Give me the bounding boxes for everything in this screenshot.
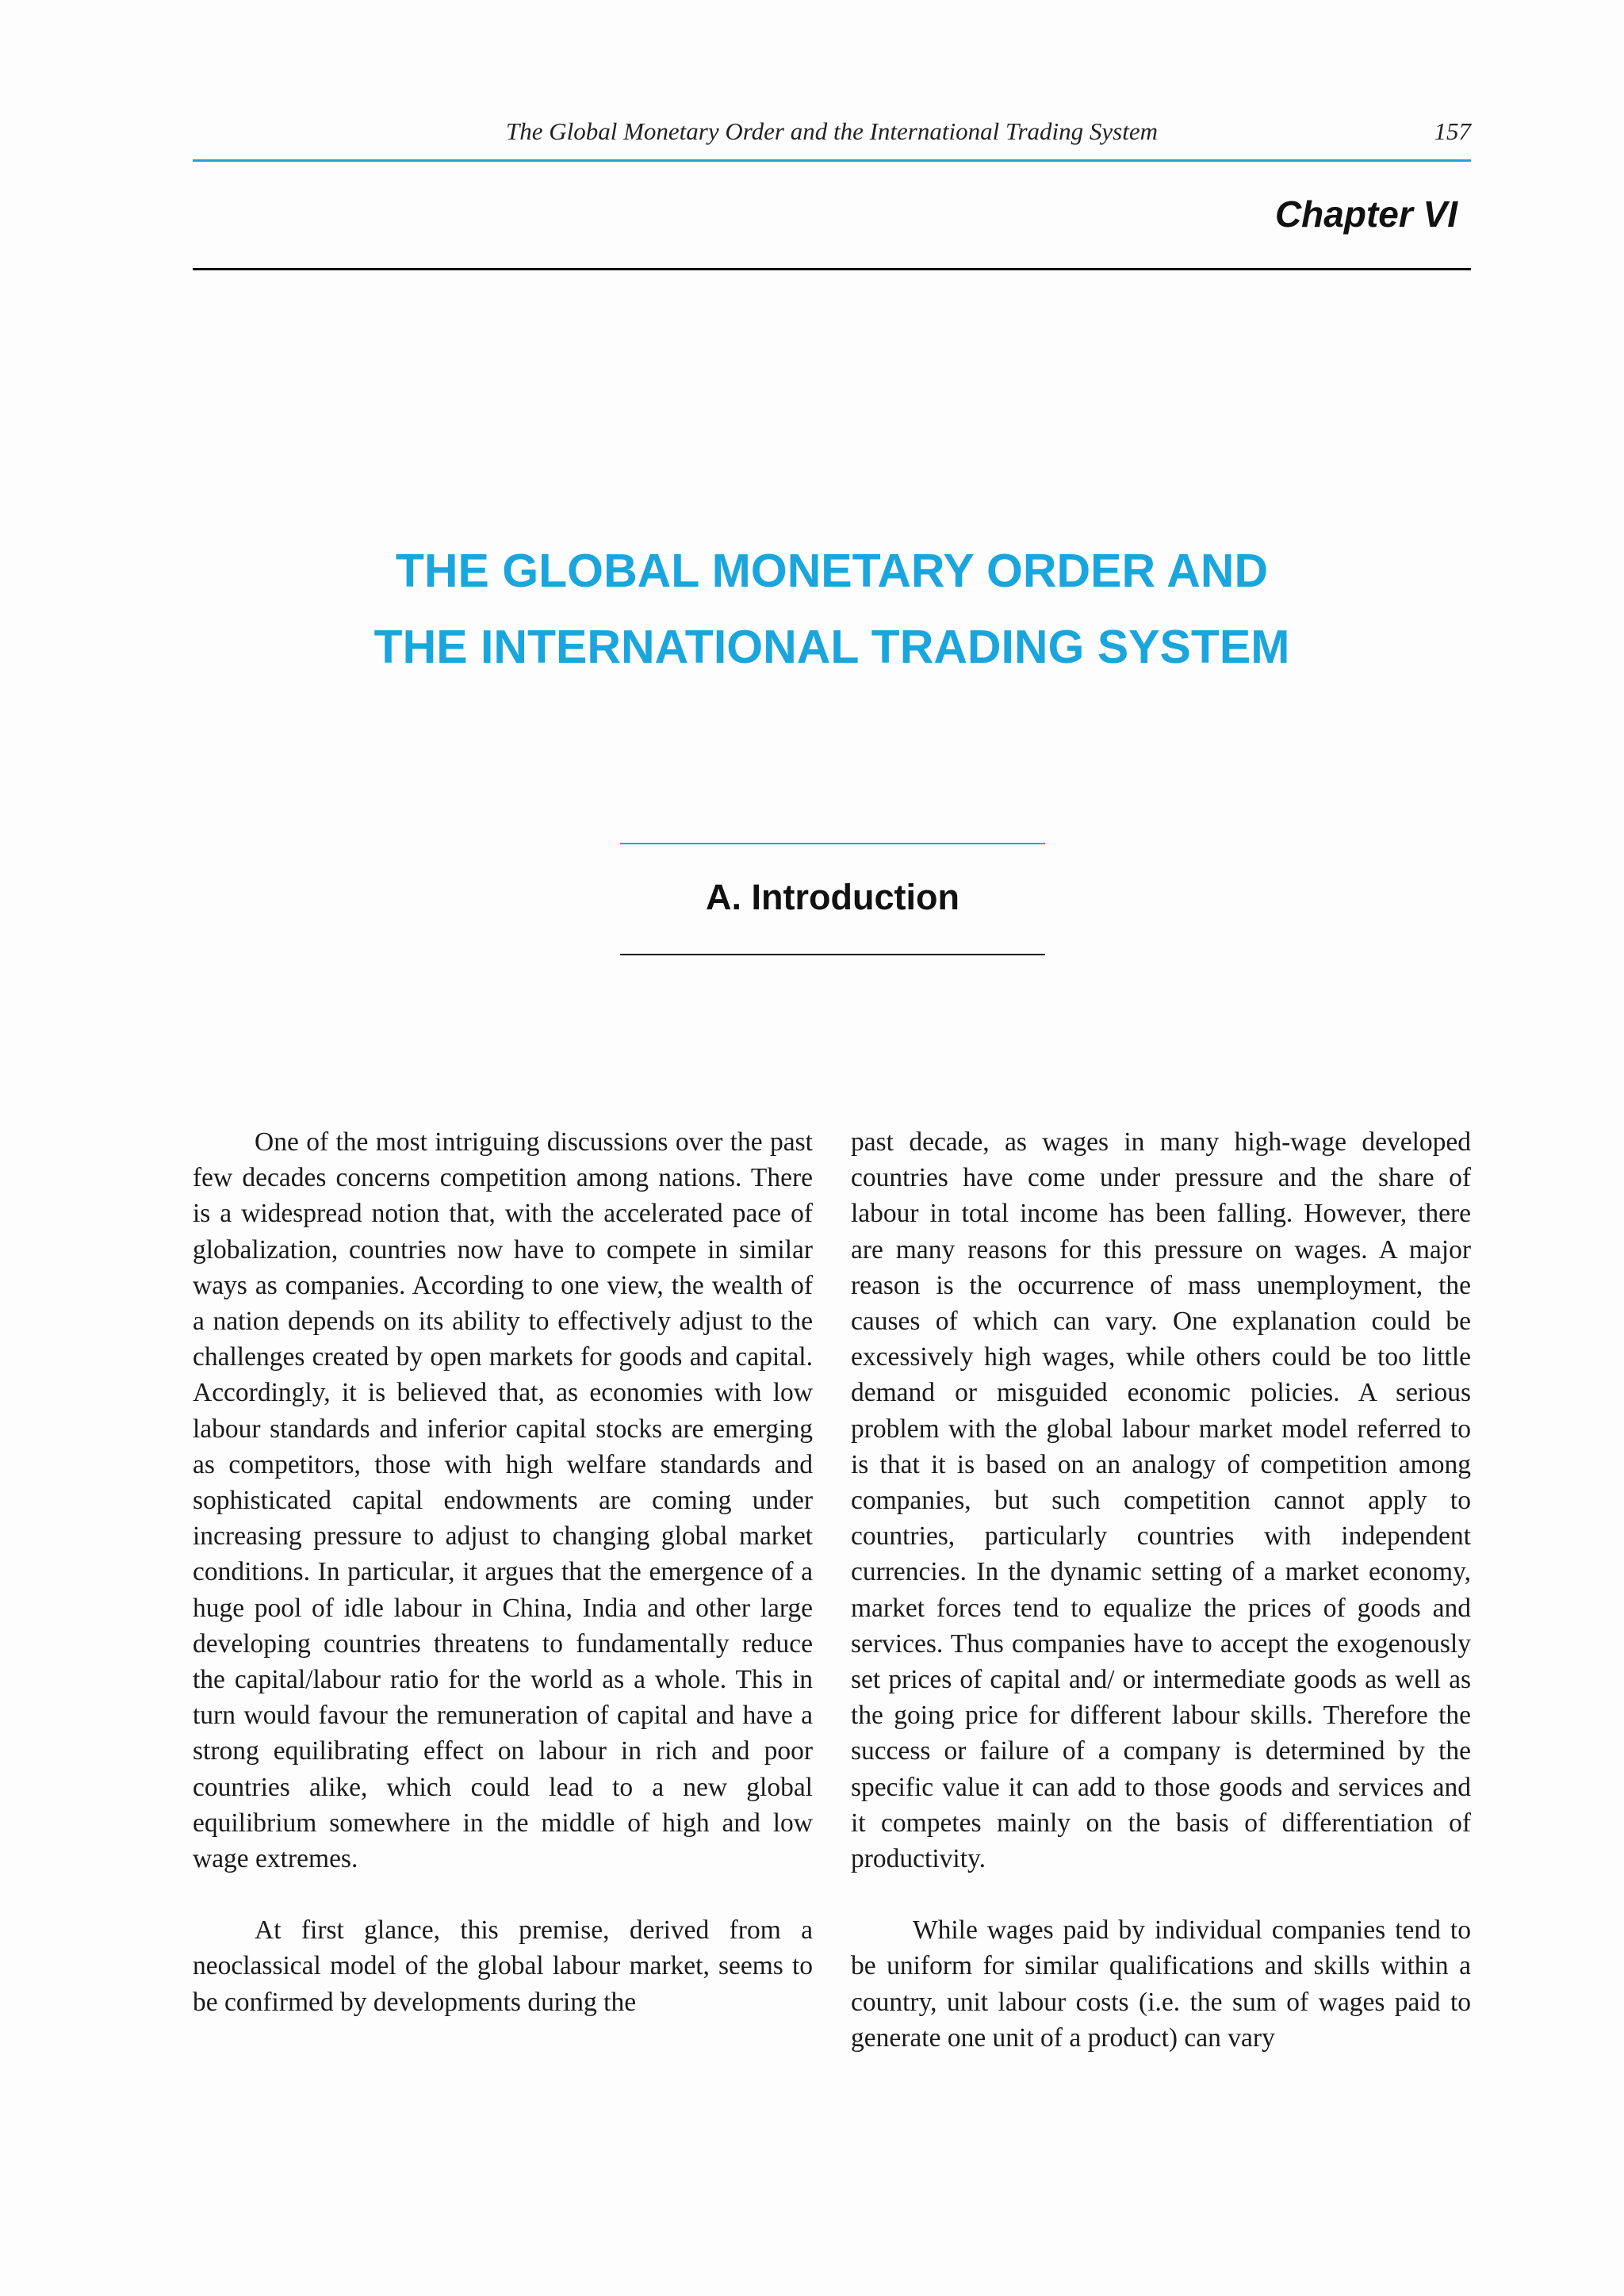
section-rule-top — [620, 843, 1045, 844]
paragraph: One of the most intriguing discussions over the past few decades concerns competition among nations. There is a widespread notion that, with the accelerated pace of globalization, countries now have to compete in similar ways as companies. According to one view, the wealth of a nation depends on its ability to effectively adjust to the challenges created by open markets for goods and capital. Accordingly, it is believed that, as economies with low labour standards and inferior capital stocks are emerging as competitors, those with high welfare standards and sophisticated capital endowments are coming under increasing pressure to adjust to changing global market conditions. In particular, it argues that the emergence of a huge pool of idle labour in China, India and other large developing countries threatens to fundamentally reduce the capital/labour ratio for the world as a whole. This in turn would favour the remuneration of capital and have a strong equilibrating effect on labour in rich and poor countries alike, which could lead to a new global equilibrium somewhere in the middle of high and low wage extremes. — [193, 1127, 813, 1874]
running-title: The Global Monetary Order and the International Trading System — [505, 117, 1158, 145]
paragraph: While wages paid by individual companies tend to be uniform for similar qualifications and skills within a country, unit labour costs (i.e. the sum of wages paid to generate one unit of a product) can vary — [851, 1915, 1471, 2053]
header-rule — [193, 159, 1471, 162]
paragraph: past decade, as wages in many high-wage developed countries have come under pressure and the share of labour in total income has been falling. However, there are many reasons for this pressure on wages. A major reason is the occurrence of mass unemployment, the causes of which can vary. One explanation could be excessively high wages, while others could be too little demand or misguided economic policies. A serious problem with the global labour market model referred to is that it is based on an analogy of competition among companies, but such competition cannot apply to countries, particularly countries with independent currencies. In the dynamic setting of a market economy, market forces tend to equalize the prices of goods and services. Thus companies have to accept the exogenously set prices of capital and/ or intermediate goods as well as the going price for different labour skills. Therefore the success or failure of a company is determined by the specific value it can add to those goods and services and it competes mainly on the basis of differentiation of productivity. — [851, 1127, 1471, 1874]
page-number: 157 — [1434, 117, 1471, 145]
section-rule-bottom — [620, 954, 1045, 955]
paragraph: At first glance, this premise, derived from a neoclassical model of the global labour market, seems to be confirmed by developments during the — [193, 1915, 813, 2017]
section-heading: A. Introduction — [706, 877, 959, 917]
chapter-title-line-1: THE GLOBAL MONETARY ORDER AND — [395, 545, 1269, 597]
chapter-rule — [193, 268, 1471, 270]
chapter-title-line-2: THE INTERNATIONAL TRADING SYSTEM — [373, 621, 1290, 673]
chapter-label: Chapter VI — [1274, 193, 1457, 235]
running-header — [193, 114, 1471, 149]
chapter-title — [193, 533, 1471, 685]
body-column-left — [193, 1124, 813, 2020]
body-column-right — [851, 1124, 1471, 2056]
